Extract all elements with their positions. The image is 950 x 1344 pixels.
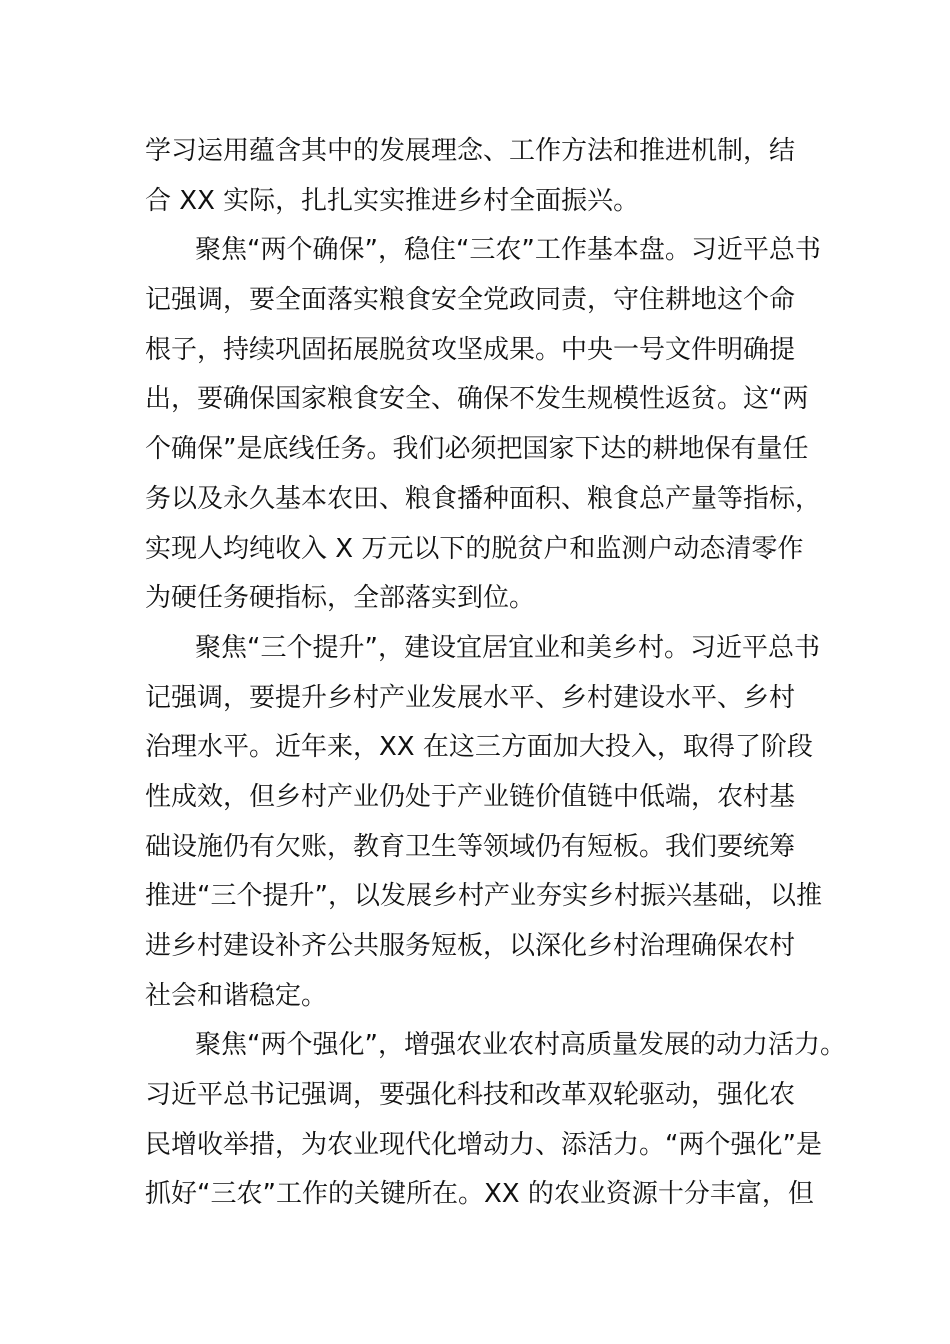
text-line: 个确保”是底线任务。我们必须把国家下达的耕地保有量任 [145, 434, 809, 465]
text-line: 习近平总书记强调，要强化科技和改革双轮驱动，强化农 [145, 1080, 796, 1111]
text-line: 治理水平。近年来，XX 在这三方面加大投入，取得了阶段 [145, 732, 813, 763]
text-line: 推进“三个提升”，以发展乡村产业夯实乡村振兴基础，以推 [145, 881, 822, 912]
text-line: 抓好“三农”工作的关键所在。XX 的农业资源十分丰富，但 [145, 1179, 814, 1210]
text-line: 为硬任务硬指标，全部落实到位。 [145, 583, 536, 614]
text-line: 合 XX 实际，扎扎实实推进乡村全面振兴。 [145, 185, 640, 216]
body-text [145, 127, 846, 1220]
text-line: 社会和谐稳定。 [145, 980, 328, 1011]
text-line: 记强调，要全面落实粮食安全党政同责，守住耕地这个命 [145, 285, 796, 316]
text-line: 记强调，要提升乡村产业发展水平、乡村建设水平、乡村 [145, 682, 796, 713]
text-line: 务以及永久基本农田、粮食播种面积、粮食总产量等指标， [145, 483, 822, 514]
paragraph-first-line: 聚焦“两个强化”，增强农业农村高质量发展的动力活力。 [195, 1030, 846, 1061]
paragraph-first-line: 聚焦“三个提升”，建设宜居宜业和美乡村。习近平总书 [195, 632, 820, 663]
text-line: 出，要确保国家粮食安全、确保不发生规模性返贫。这“两 [145, 384, 809, 415]
text-line: 实现人均纯收入 X 万元以下的脱贫户和监测户动态清零作 [145, 533, 804, 564]
text-line: 性成效，但乡村产业仍处于产业链价值链中低端，农村基 [145, 781, 796, 812]
text-line: 进乡村建设补齐公共服务短板，以深化乡村治理确保农村 [145, 931, 796, 961]
text-line: 学习运用蕴含其中的发展理念、工作方法和推进机制，结 [145, 136, 796, 166]
text-line: 础设施仍有欠账，教育卫生等领域仍有短板。我们要统筹 [145, 831, 796, 862]
paragraph-first-line: 聚焦“两个确保”，稳住“三农”工作基本盘。习近平总书 [195, 235, 821, 266]
text-line: 根子，持续巩固拓展脱贫攻坚成果。中央一号文件明确提 [145, 334, 796, 365]
text-line: 民增收举措，为农业现代化增动力、添活力。“两个强化”是 [145, 1129, 822, 1160]
